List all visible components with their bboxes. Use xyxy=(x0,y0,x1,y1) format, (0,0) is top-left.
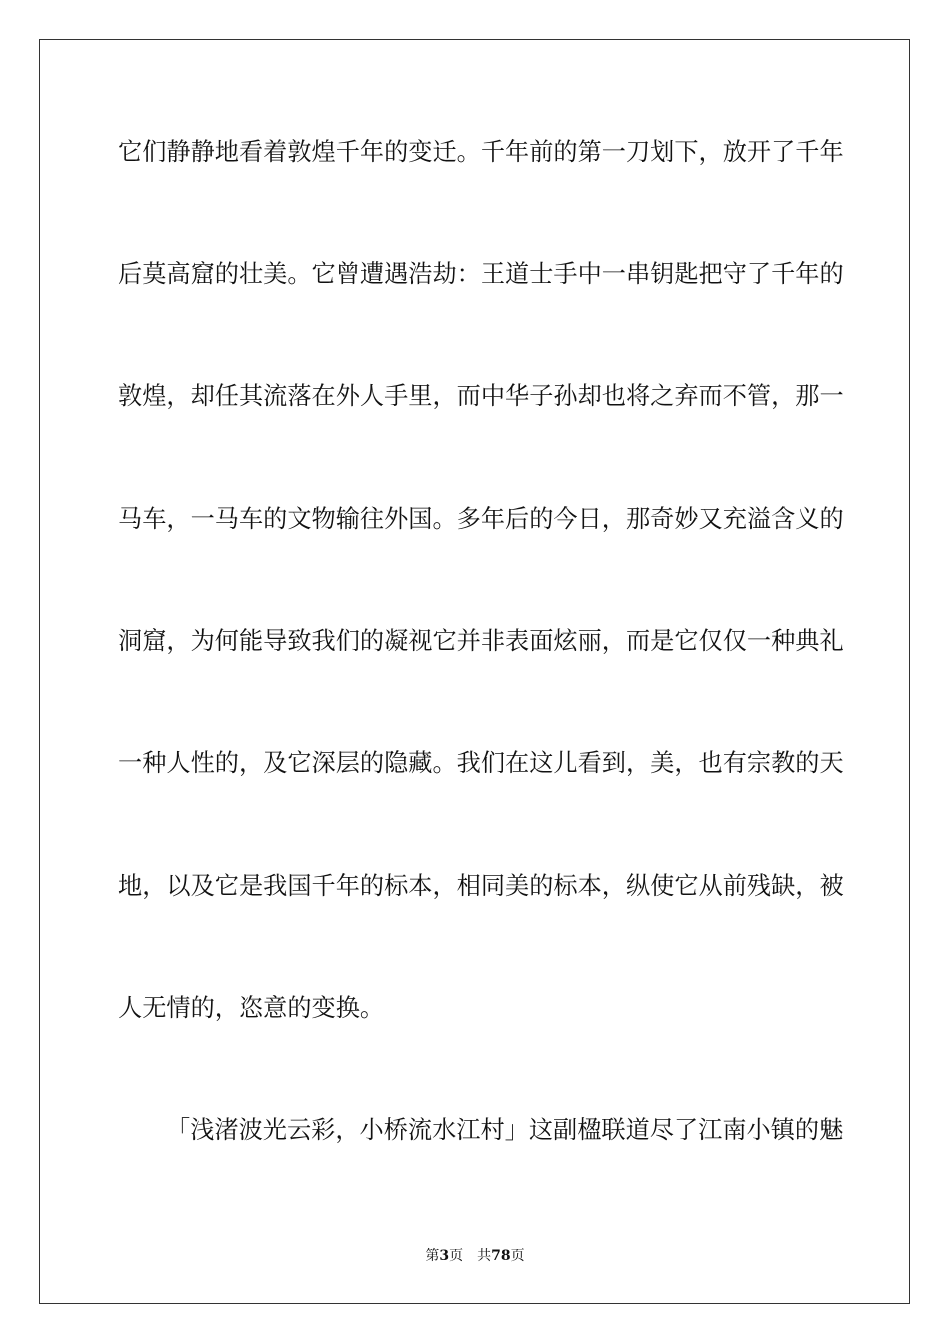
page-suffix: 页 xyxy=(449,1248,464,1264)
text-line: 地，以及它是我国千年的标本，相同美的标本，纵使它从前残缺，被 xyxy=(118,872,844,900)
text-line: 马车，一马车的文物输往外国。多年后的今日，那奇妙又充溢含义的 xyxy=(118,505,844,533)
total-prefix: 共 xyxy=(477,1248,492,1264)
text-line: 一种人性的，及它深层的隐藏。我们在这儿看到，美，也有宗教的天 xyxy=(118,749,844,777)
text-line: 洞窟，为何能导致我们的凝视它并非表面炫丽，而是它仅仅一种典礼 xyxy=(118,627,844,655)
paragraph-first-line: 「浅渚波光云彩，小桥流水江村」这副楹联道尽了江南小镇的魅 xyxy=(166,1116,844,1144)
total-pages: 78 xyxy=(491,1248,511,1264)
text-line: 它们静静地看着敦煌千年的变迁。千年前的第一刀划下，放开了千年 xyxy=(118,138,844,166)
page-number: 3 xyxy=(439,1248,450,1264)
text-line: 敦煌，却任其流落在外人手里，而中华子孙却也将之弃而不管，那一 xyxy=(118,382,844,410)
total-suffix: 页 xyxy=(510,1248,525,1264)
text-line: 后莫高窟的壮美。它曾遭遇浩劫：王道士手中一串钥匙把守了千年的 xyxy=(118,260,844,288)
page-prefix: 第 xyxy=(425,1248,440,1264)
page-footer xyxy=(0,1247,950,1265)
text-line: 人无情的，恣意的变换。 xyxy=(118,994,385,1022)
